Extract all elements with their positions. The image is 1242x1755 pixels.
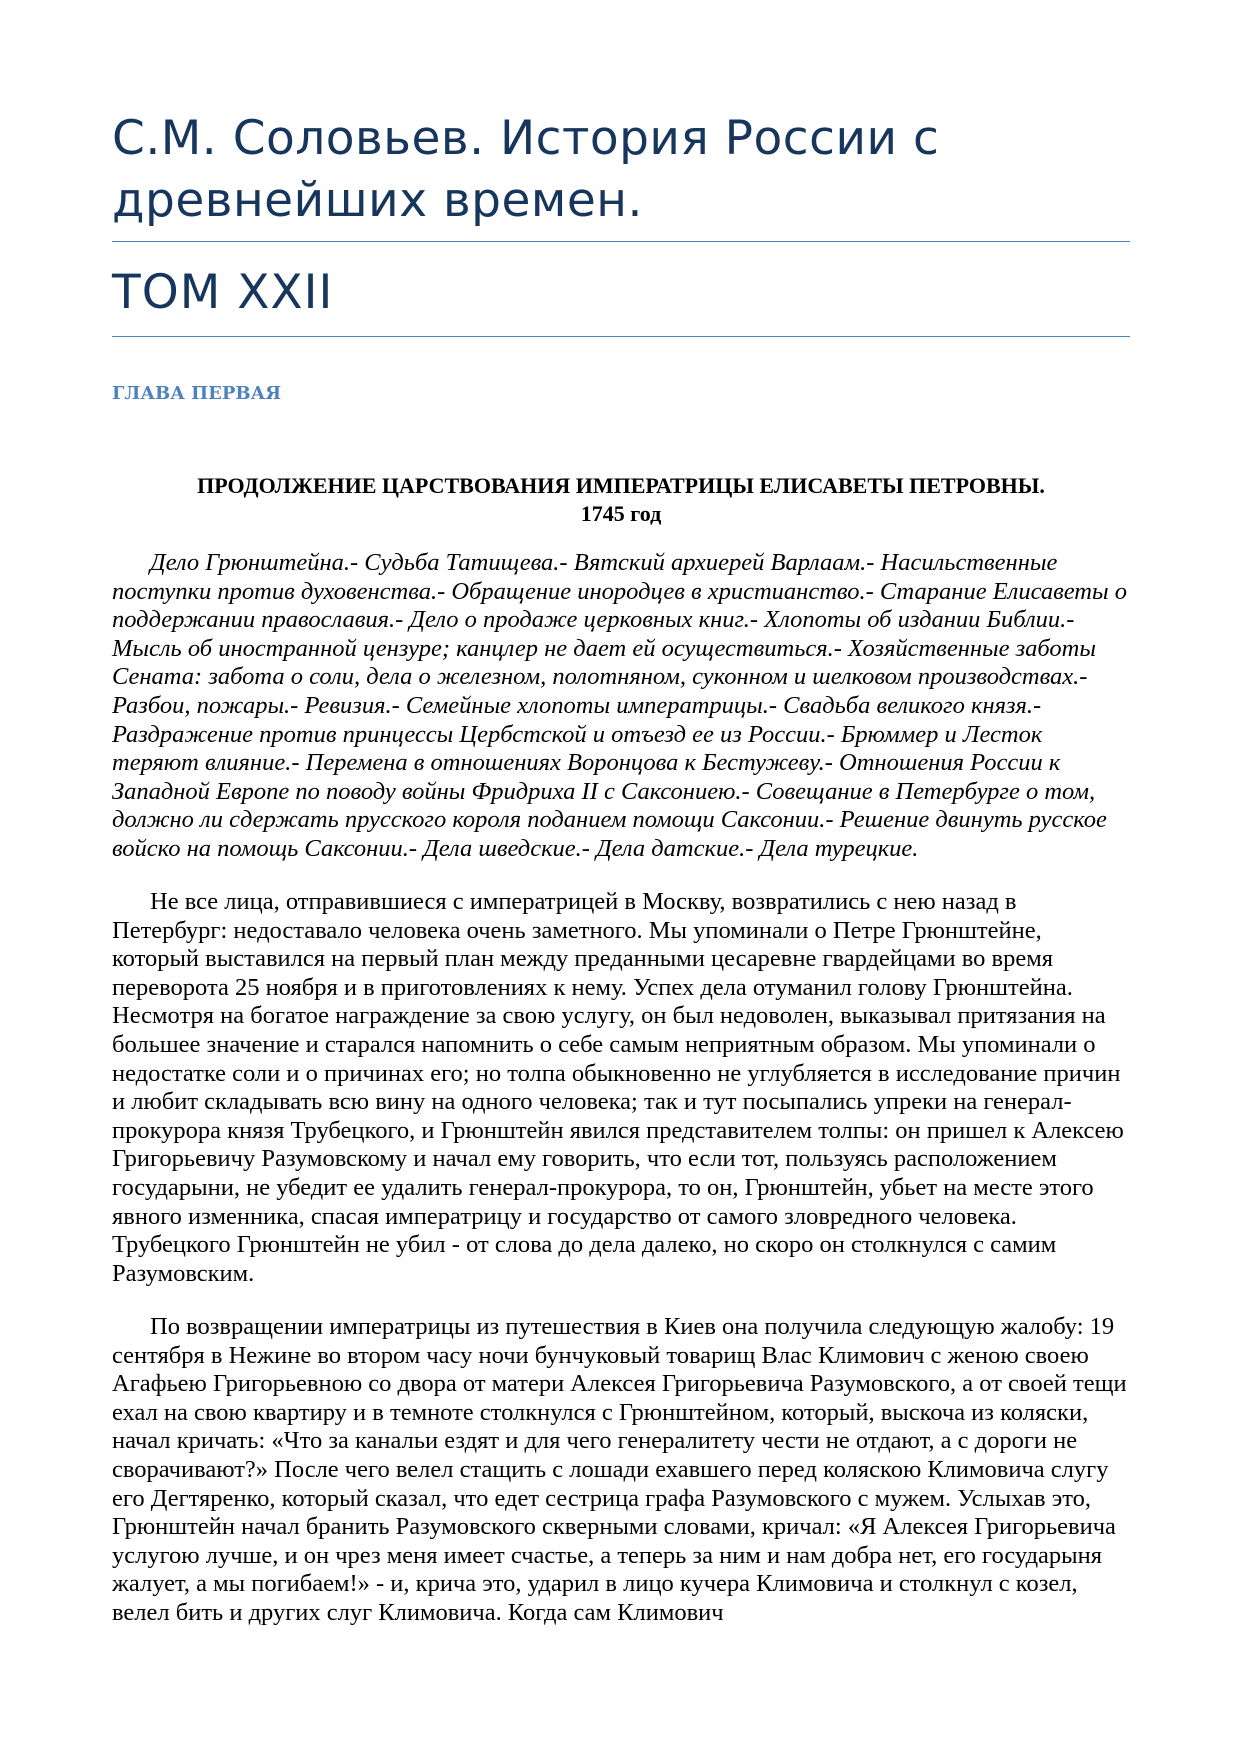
volume-divider [112, 336, 1130, 337]
section-heading [112, 472, 1130, 528]
section-heading-title: ПРОДОЛЖЕНИЕ ЦАРСТВОВАНИЯ ИМПЕРАТРИЦЫ ЕЛИСАВЕТЫ ПЕТРОВНЫ. [197, 473, 1045, 498]
title-divider [112, 241, 1130, 242]
chapter-summary: Дело Грюнштейна.- Судьба Татищева.- Вятский архиерей Варлаам.- Насильственные поступки против духовенства.- Обращение инородцев в христианство.- Старание Елисаветы о поддержании православия.- Дело о продаже церковных книг.- Хлопоты об издании Библии.- Мысль об иностранной цензуре; канцлер не дает ей осуществиться.- Хозяйственные заботы Сената: забота о соли, дела о железном, полотняном, суконном и шелковом производствах.- Разбои, пожары.- Ревизия.- Семейные хлопоты императрицы.- Свадьба великого князя.- Раздражение против принцессы Цербстской и отъезд ее из России.- Брюммер и Лесток теряют влияние.- Перемена в отношениях Воронцова к Бестужеву.- Отношения России к Западной Европе по поводу войны Фридриха II с Саксониею.- Совещание в Петербурге о том, должно ли сдержать прусского короля поданием помощи Саксонии.- Решение двинуть русское войско на помощь Саксонии.- Дела шведские.- Дела датские.- Дела турецкие. [112, 549, 1127, 862]
chapter-heading: ГЛАВА ПЕРВАЯ [112, 383, 282, 404]
section-heading-year: 1745 год [580, 501, 662, 526]
body-paragraph-2: По возвращении императрицы из путешествия в Киев она получила следующую жалобу: 19 сентября в Нежине во втором часу ночи бунчуковый товарищ Влас Климович с женою своею Агафьею Григорьевною со двора от матери Алексея Григорьевича Разумовского, а от своей тещи ехал на свою квартиру и в темноте столкнулся с Грюнштейном, который, выскоча из коляски, начал кричать: «Что за канальи ездят и для чего генералитету чести не отдают, а с дороги не сворачивают?» После чего велел стащить с лошади ехавшего перед коляскою Климовича слугу его Дегтяренко, который сказал, что едет сестрица графа Разумовского с мужем. Услыхав это, Грюнштейн начал бранить Разумовского скверными словами, кричал: «Я Алексея Григорьевича услугою лучше, и он чрез меня имеет счастье, а теперь за ним и нам добра нет, его государыня жалует, а мы погибаем!» - и, крича это, ударил в лицо кучера Климовича и столкнул с козел, велел бить и других слуг Климовича. Когда сам Климович [112, 1313, 1127, 1626]
body-paragraph-1: Не все лица, отправившиеся с императрицей в Москву, возвратились с нею назад в Петербург: недоставало человека очень заметного. Мы упоминали о Петре Грюнштейне, который выставился на первый план между преданными цесаревне гвардейцами во время переворота 25 ноября и в приготовлениях к нему. Успех дела отуманил голову Грюнштейна. Несмотря на богатое награждение за свою услугу, он был недоволен, выказывал притязания на большее значение и старался напомнить о себе самым неприятным образом. Мы упоминали о недостатке соли и о причинах его; но толпа обыкновенно не углубляется в исследование причин и любит складывать всю вину на одного человека; так и тут посыпались упреки на генерал-прокурора князя Трубецкого, и Грюнштейн явился представителем толпы: он пришел к Алексею Григорьевичу Разумовскому и начал ему говорить, что если тот, пользуясь расположением государыни, не убедит ее удалить генерал-прокурора, то он, Грюнштейн, убьет на месте этого явного изменника, спасая императрицу и государство от самого зловредного человека. Трубецкого Грюнштейн не убил - от слова до дела далеко, но скоро он столкнулся с самим Разумовским. [112, 888, 1124, 1287]
volume-heading: ТОМ XXII [112, 265, 334, 320]
document-title: С.М. Соловьев. История России с древнейших времен. [112, 111, 940, 228]
